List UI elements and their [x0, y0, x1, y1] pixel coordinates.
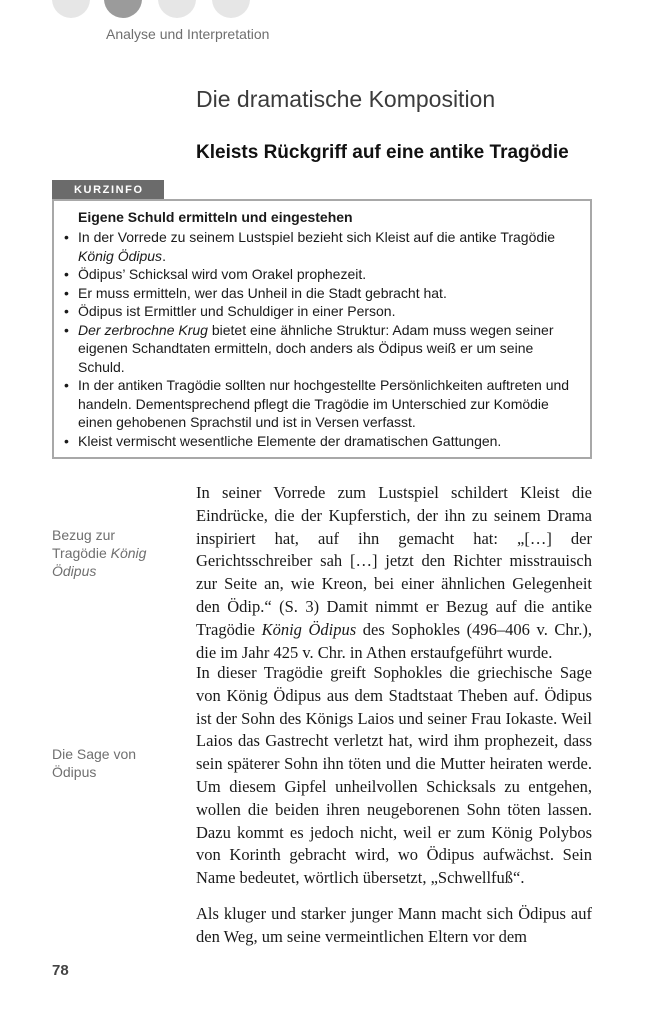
kurzinfo-heading: Eigene Schuld ermitteln und eingestehen	[78, 209, 353, 225]
kurzinfo-item: • Ödipus’ Schicksal wird vom Orakel prophezeit.	[64, 265, 578, 284]
kurzinfo-list	[64, 228, 578, 450]
header-dot-3	[158, 0, 196, 18]
header-dot-1	[52, 0, 90, 18]
kurzinfo-item: • Ödipus ist Ermittler und Schuldiger in einer Person.	[64, 302, 578, 321]
body-paragraph-2: In dieser Tragödie greift Sophokles die griechische Sage von König Ödipus aus dem Stadtstaat Theben auf. Ödipus ist der Sohn des Königs Laios und seiner Frau Iokaste. Weil Laios das Gastrecht verletzt hat, wird ihm prophezeit, dass sein späterer Sohn ihn töten und die Mutter heiraten werde. Um diesem Gipfel unheilvollen Schicksals zu entgehen, wollen die beiden ihren neugeborenen Sohn töten lassen. Dazu kommt es jedoch nicht, weil er zum König Polybos von Korinth gebracht wird, wo Ödipus aufwächst. Sein Name bedeutet, wörtlich übersetzt, „Schwellfuß“.	[196, 663, 592, 888]
section-title: Kleists Rückgriff auf eine antike Tragödie	[196, 142, 569, 163]
kurzinfo-box	[52, 199, 592, 459]
kurzinfo-item: • Kleist vermischt wesentliche Elemente der dramatischen Gattungen.	[64, 432, 578, 451]
header-dot-2	[104, 0, 142, 18]
running-head: Analyse und Interpretation	[106, 26, 270, 42]
kurzinfo-item: • In der antiken Tragödie sollten nur hochgestellte Persönlichkeiten auftreten und handeln. Dementsprechend pflegt die Tragödie im Unterschied zur Komödie einen gehobenen Sprachstil und ist in Versen verfasst.	[64, 376, 578, 432]
margin-note-koenig-oedipus: Bezug zur Tragödie König Ödipus	[52, 527, 147, 579]
kurzinfo-tab: KURZINFO	[52, 180, 164, 200]
kurzinfo-item: • In der Vorrede zu seinem Lustspiel bezieht sich Kleist auf die antike Tragödie König Ödipus.	[64, 228, 578, 265]
margin-note-sage-oedipus: Die Sage von Ödipus	[52, 746, 137, 780]
header-dot-4	[212, 0, 250, 18]
body-paragraph-3: Als kluger und starker junger Mann macht sich Ödipus auf den Weg, um seine vermeintlichen Eltern vor dem	[196, 904, 592, 946]
body-paragraph-1: In seiner Vorrede zum Lustspiel schildert Kleist die Eindrücke, die der Kupferstich, der ihn zu seinem Drama inspiriert hat, auf ihn gemacht hat: „[…] der Gerichtsschreiber sah […] jetzt den Richter misstrauisch zur Seite an, wie Kreon, bei einer ähnlichen Gelegenheit den Ödip.“ (S. 3) Damit nimmt er Bezug auf die antike Tragödie König Ödipus des Sophokles (496–406 v. Chr.), die im Jahr 425 v. Chr. in Athen erstaufgeführt wurde.	[196, 483, 592, 662]
kurzinfo-item: • Er muss ermitteln, wer das Unheil in die Stadt gebracht hat.	[64, 284, 578, 303]
page-number: 78	[52, 962, 69, 979]
chapter-title: Die dramatische Komposition	[196, 86, 496, 112]
kurzinfo-item: • Der zerbrochne Krug bietet eine ähnliche Struktur: Adam muss wegen seiner eigenen Schandtaten ermitteln, doch anders als Ödipus weiß er um seine Schuld.	[64, 321, 578, 377]
